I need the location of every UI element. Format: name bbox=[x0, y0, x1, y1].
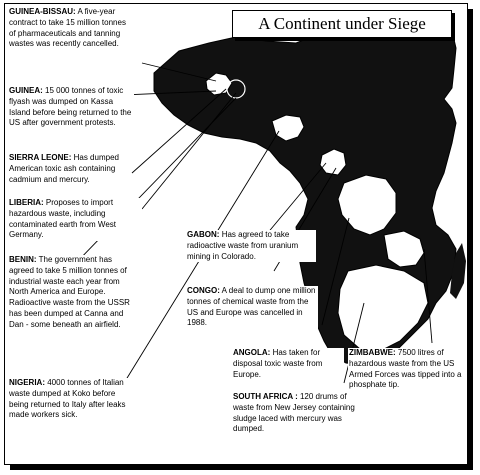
note-text: 120 drums of waste from New Jersey containing sludge laced with mercury was dumped. bbox=[233, 392, 355, 434]
note-text: 4000 tonnes of Italian waste dumped at Koko before being returned to Italy after leaks made workers sick. bbox=[9, 378, 126, 420]
southern-region bbox=[338, 265, 428, 351]
note-country: ANGOLA: bbox=[233, 348, 271, 357]
title-box bbox=[232, 10, 452, 38]
note-country: NIGERIA: bbox=[9, 378, 45, 387]
note-country: GABON: bbox=[187, 230, 220, 239]
note-text: The government has agreed to take 5 million tonnes of industrial waste each year from North America and Europe. Radioactive waste from the USSR has been dumped at Canna and Dan - some beneath an airfield. bbox=[9, 255, 130, 329]
note-text: A five-year contract to take 15 million tonnes of pharmaceuticals and tanning wastes was recently cancelled. bbox=[9, 7, 126, 49]
note-country: LIBERIA: bbox=[9, 198, 44, 207]
note-text: Has agreed to take radioactive waste from uranium mining in Colorado. bbox=[187, 230, 299, 261]
note-sierra-leone bbox=[8, 153, 130, 185]
note-country: BENIN: bbox=[9, 255, 37, 264]
note-angola bbox=[232, 348, 344, 380]
note-country: SIERRA LEONE: bbox=[9, 153, 72, 162]
note-benin bbox=[8, 255, 132, 331]
note-congo bbox=[186, 286, 318, 329]
note-text: A deal to dump one million tonnes of chemical waste from the US and Europe was cancelled in 1988. bbox=[187, 286, 316, 328]
note-text: 15 000 tonnes of toxic flyash was dumped on Kassa Island before being returned to the US after government protests. bbox=[9, 86, 132, 128]
note-guinea-bissau bbox=[8, 7, 134, 50]
note-text: Has dumped American toxic ash containing cadmium and mercury. bbox=[9, 153, 119, 184]
note-country: CONGO: bbox=[187, 286, 220, 295]
note-liberia bbox=[8, 198, 142, 241]
note-guinea bbox=[8, 86, 134, 129]
note-country: ZIMBABWE: bbox=[349, 348, 396, 357]
note-country: SOUTH AFRICA : bbox=[233, 392, 298, 401]
note-zimbabwe bbox=[348, 348, 466, 391]
note-gabon bbox=[186, 230, 316, 262]
note-nigeria bbox=[8, 378, 134, 421]
note-text: Has taken for disposal toxic waste from Europe. bbox=[233, 348, 323, 379]
note-text: 7500 litres of hazardous waste from the US Armed Forces was tipped into a phosphate tip. bbox=[349, 348, 462, 390]
note-south-africa bbox=[232, 392, 364, 435]
note-text: Proposes to import hazardous waste, including contaminated earth from West Germany. bbox=[9, 198, 117, 240]
note-country: GUINEA: bbox=[9, 86, 43, 95]
note-country: GUINEA-BISSAU: bbox=[9, 7, 76, 16]
map-title: A Continent under Siege bbox=[258, 14, 426, 33]
